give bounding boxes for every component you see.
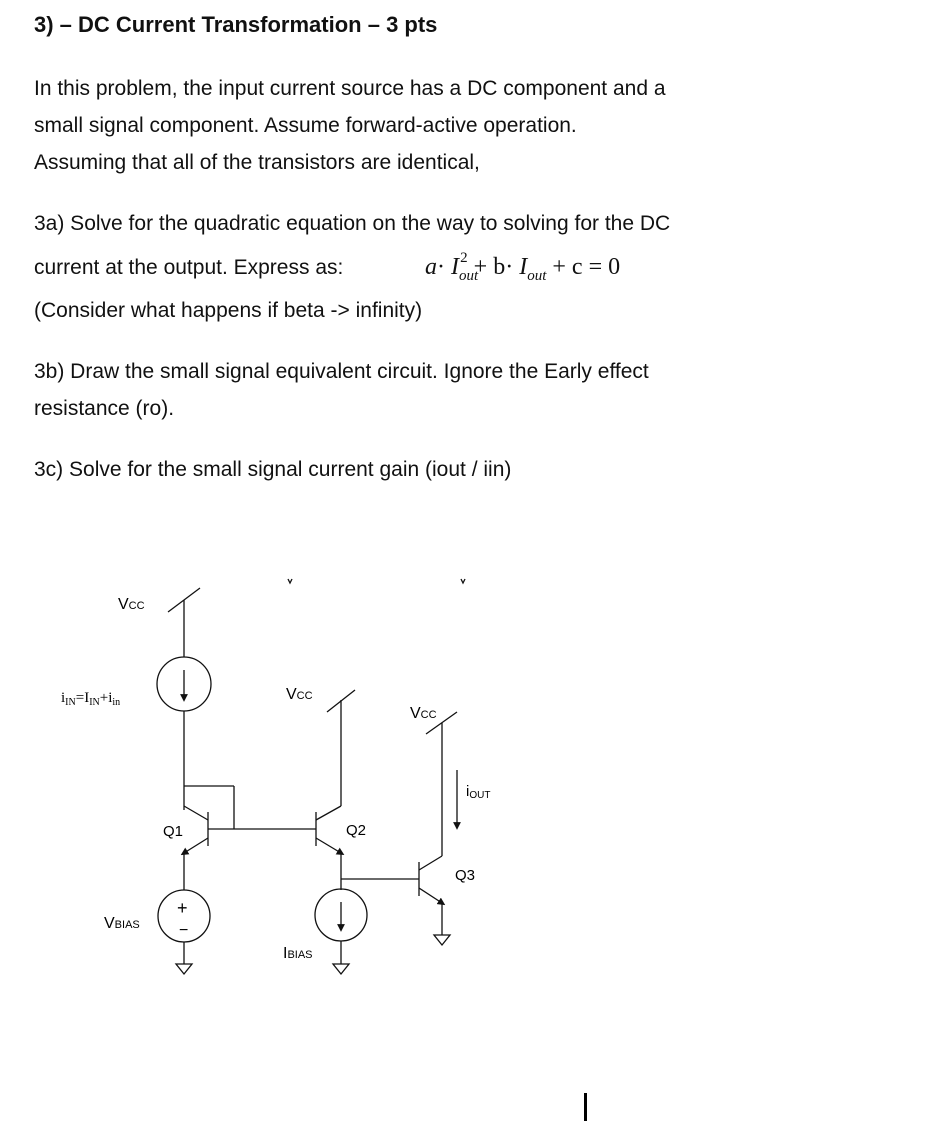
eq-sub-1: out: [459, 268, 479, 284]
eq-plus-b: + b: [473, 254, 506, 280]
vbias-minus: −: [179, 922, 189, 939]
part-a-line-2: current at the output. Express as:: [34, 256, 344, 279]
intro-line-3: Assuming that all of the transistors are identical,: [34, 151, 480, 174]
text-cursor: [584, 1093, 587, 1121]
vcc2-label: VCC: [286, 686, 313, 703]
eq-plus-c: + c = 0: [552, 254, 621, 280]
eq-exp: 2: [460, 250, 468, 266]
artifact-mark-2: [461, 579, 465, 583]
vbias-label: VBIAS: [104, 915, 140, 932]
q3-label: Q3: [455, 867, 476, 884]
vbias-plus: +: [177, 898, 188, 918]
ground-icon-2: [333, 964, 349, 974]
iin-label: $i_{IN}=I_{IN}+i_{in}$: [61, 690, 121, 708]
vcc3-label: VCC: [410, 705, 437, 722]
ibias-label: IBIAS: [283, 945, 313, 962]
q2-collector-lead: [316, 806, 341, 820]
q3-emitter-lead: [419, 888, 442, 903]
intro-line-2: small signal component. Assume forward-active operation.: [34, 114, 577, 137]
artifact-mark-1: [288, 579, 292, 583]
q2-emitter-lead: [316, 838, 341, 853]
part-a-line-3: (Consider what happens if beta -> infinity): [34, 299, 423, 322]
q1-label: Q1: [163, 823, 184, 840]
eq-i-2: I: [519, 254, 528, 280]
problem-title: 3) – DC Current Transformation – 3 pts: [34, 12, 438, 37]
part-b-line-1: 3b) Draw the small signal equivalent circuit. Ignore the Early effect: [34, 360, 649, 383]
q3-collector-lead: [419, 856, 442, 870]
iout-label: iOUT: [466, 783, 491, 801]
ground-icon-1: [176, 964, 192, 974]
eq-a: a: [425, 254, 437, 280]
vcc1-label: VCC: [118, 596, 145, 613]
ground-icon-3: [434, 935, 450, 945]
part-b-line-2: resistance (ro).: [34, 397, 175, 420]
eq-dot-2: ·: [505, 254, 514, 280]
q2-label: Q2: [346, 822, 367, 839]
part-a-line-1: 3a) Solve for the quadratic equation on the way to solving for the DC: [34, 212, 671, 235]
part-c-line-1: 3c) Solve for the small signal current gain (iout / iin): [34, 458, 512, 481]
eq-i-1: I: [451, 254, 459, 280]
eq-dot-1: ·: [437, 254, 445, 280]
intro-line-1: In this problem, the input current source has a DC component and a: [34, 77, 666, 100]
q1-emitter-lead: [184, 838, 208, 853]
q1-collector-lead: [184, 806, 208, 820]
eq-sub-2: out: [527, 268, 547, 284]
